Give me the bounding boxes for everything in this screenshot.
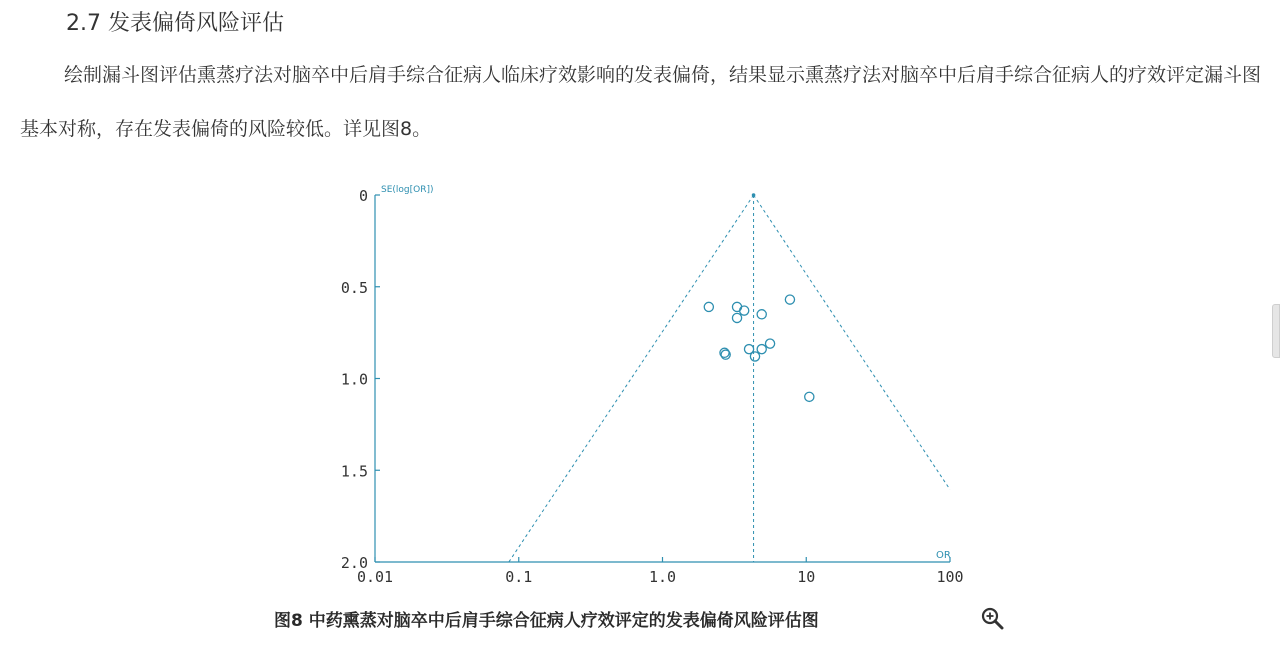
y-tick-label: 0 [358, 187, 368, 205]
study-point [750, 352, 759, 361]
funnel-lines [509, 193, 950, 562]
x-tick-label: 1.0 [648, 568, 677, 586]
study-point [785, 295, 794, 304]
x-tick-label: 10 [797, 568, 816, 586]
axes [375, 195, 950, 562]
y-tick-label: 2.0 [340, 554, 368, 572]
study-point [757, 345, 766, 354]
study-point [732, 313, 741, 322]
figure-caption: 图8 中药熏蒸对脑卒中后肩手综合征病人疗效评定的发表偏倚风险评估图 [274, 611, 819, 631]
x-tick-label: 0.1 [505, 568, 533, 586]
study-point [765, 339, 774, 348]
x-tick-label: 100 [936, 568, 964, 586]
section-heading: 2.7 发表偏倚风险评估 [66, 11, 284, 36]
y-axis-title: SE(log[OR]) [381, 185, 434, 195]
study-point [704, 302, 713, 311]
funnel-left-line [509, 195, 754, 562]
y-tick-label: 1.0 [340, 370, 368, 389]
y-tick-label: 1.5 [340, 462, 368, 481]
x-tick-label: 0.01 [356, 568, 394, 586]
y-tick-label: 0.5 [340, 278, 368, 297]
body-paragraph: 绘制漏斗图评估熏蒸疗法对脑卒中后肩手综合征病人临床疗效影响的发表偏倚，结果显示熏蒸疗法对脑卒中后肩手综合征病人的疗效评定漏斗图基本对称，存在发表偏倚的风险较低。详见图8。 [20, 64, 1262, 140]
scrollbar-handle[interactable] [1272, 304, 1280, 358]
study-point [732, 302, 741, 311]
x-axis-title: OR [936, 550, 951, 561]
funnel-right-line [754, 195, 950, 490]
study-point [740, 306, 749, 315]
funnel-apex [752, 193, 756, 197]
study-point [805, 392, 814, 401]
study-point [757, 310, 766, 319]
funnel-plot [300, 170, 1000, 595]
study-points [704, 295, 814, 401]
axis-labels [341, 185, 964, 586]
zoom-in-icon[interactable] [980, 606, 1004, 630]
